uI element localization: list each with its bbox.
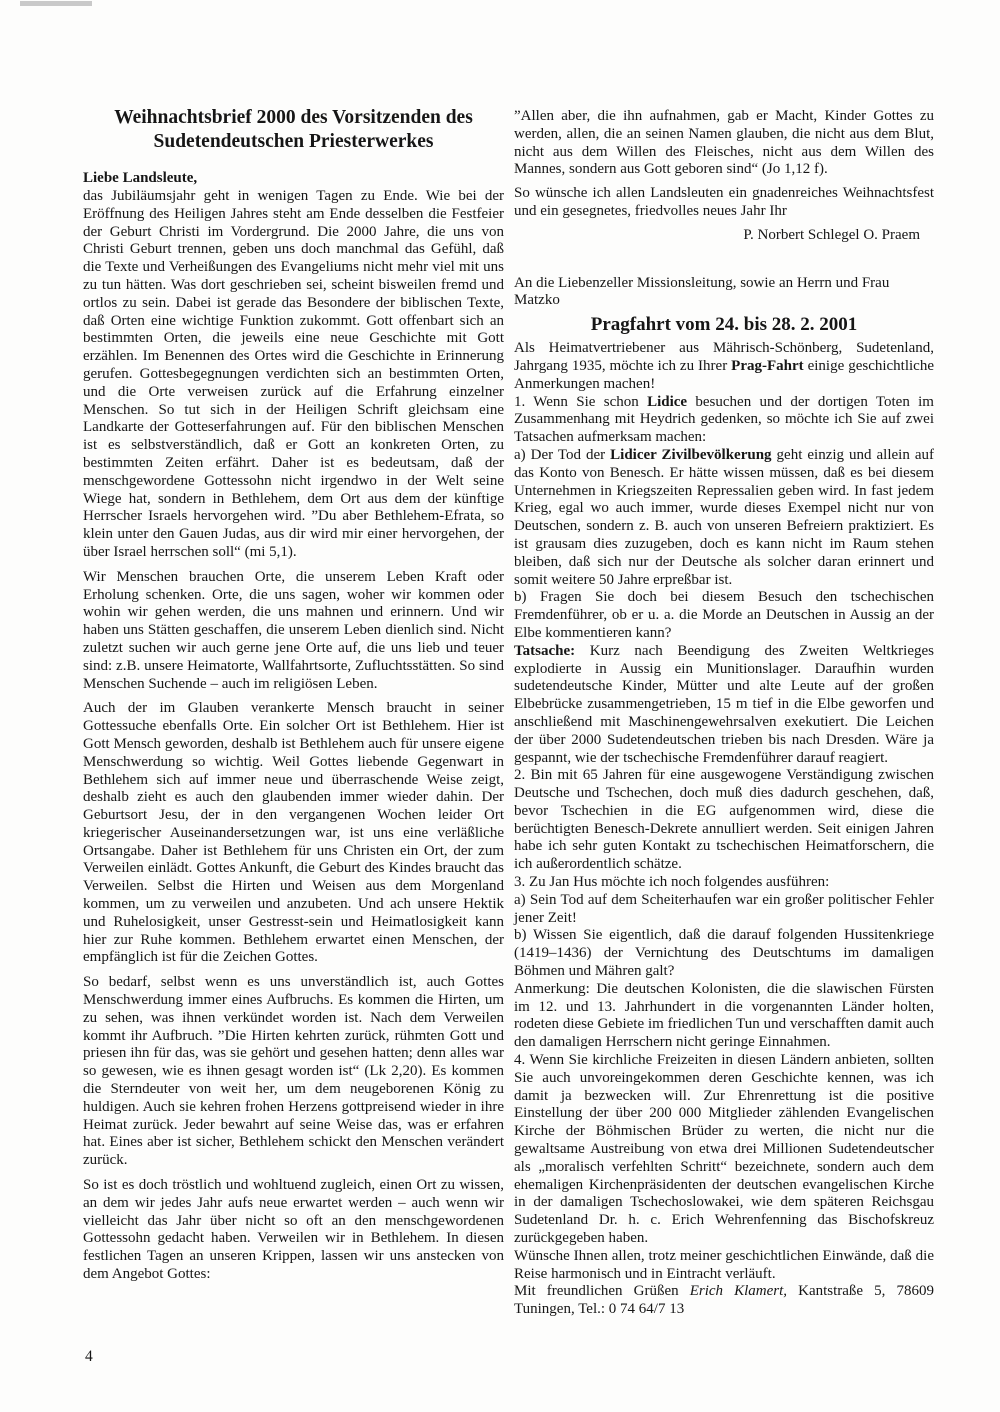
article-paragraph: Als Heimatvertriebener aus Mährisch-Schönberg, Sudetenland, Jahrgang 1935, möchte ich zu Ihrer Prag-Fahrt einige geschichtliche Anmerkungen machen! (514, 340, 935, 392)
scan-artifact-top-left (20, 1, 92, 6)
page-title-line2: Sudetendeutschen Priesterwerkes (153, 131, 434, 152)
article-paragraph: b) Fragen Sie doch bei diesem Besuch den tschechischen Fremdenführer, ob er u. a. die Morde an Deutschen in Aussig an der Elbe kommentieren kann? (514, 589, 934, 641)
letter-paragraph: ”Allen aber, die ihn aufnahmen, gab er Macht, Kinder Gottes zu werden, allen, die an seinen Namen glauben, die nicht aus dem Blut, nicht aus dem Willen des Fleisches, nicht aus dem Willen des Mannes, sondern aus Gott geboren sind“ (Jo 1,12 f). (514, 108, 934, 178)
salutation: Liebe Landsleute, (83, 170, 198, 186)
right-column (514, 108, 934, 1319)
signature: P. Norbert Schlegel O. Praem (743, 226, 920, 243)
article-paragraph: b) Wissen Sie eigentlich, daß die darauf folgenden Hussitenkriege (1419–1436) der Vernichtung des Deutschtums im damaligen Böhmen und Mähren galt? (514, 927, 934, 980)
left-column (83, 106, 504, 1291)
article-paragraph: Wünsche Ihnen allen, trotz meiner geschichtlichen Einwände, daß die Reise harmonisch und in Eintracht verläuft. (514, 1247, 934, 1282)
letter-paragraph: das Jubiläumsjahr geht in wenigen Tagen zu Ende. Wie bei der Eröffnung des Heiligen Jahres steht am Ende desselben die Festfeier der Geburt Christi im Vordergrund. Die 2000 Jahre, die uns von Christi Geburt trennen, geben uns doch manchmal das Gefühl, daß die Texte und Verheißungen des Evangeliums nicht mehr viel mit uns zu tun hätten. Was dort geschrieben sei, scheint bisweilen fremd und ortlos zu sein. Dabei ist gerade das Besondere der biblischen Texte, daß Orten eine wichtige Funktion zukommt. Gott offenbart sich an bestimmten Orten, die jeweils eine neue Geschichte mit Gott erzählen. Im Benennen des Ortes wird die Geschichte in Erinnerung gerufen. Gottesbegegnungen verdichten sich an bestimmten Orten, und die Orte verweisen zurück auf die Erfahrung einzelner Menschen. So tut sich in der Heiligen Schrift gleichsam eine Landkarte der Gotteserfahrungen auf. Für den biblischen Menschen ist es selbstverständlich, daß er Gott an konkreten Orten, zu bestimmten Zeiten erfährt. Daher ist es bedeutsam, daß der menschgewordene Gottessohn nicht irgendwo in der Welt seine Wiege hat, sondern in Bethlehem, dem Ort aus dem der künftige Herrscher Israels hervorgehen wird. ”Du aber Bethlehem-Efrata, so klein unter den Gauen Judas, aus dir wird mir einer hervorgehen, der über Israel herrschen soll“ (mi 5,1). (83, 188, 504, 560)
page-title-line1: Weihnachtsbrief 2000 des Vorsitzenden des (114, 107, 473, 128)
christmas-letter-body (83, 188, 504, 1284)
page-number: 4 (85, 1348, 93, 1365)
article-paragraph: a) Der Tod der Lidicer Zivilbevölkerung geht einzig und allein auf das Konto von Benesch. Er hätte wissen müssen, daß es bei diesem Unternehmen in Kriegszeiten Repressalien geben wird. In fast jedem Krieg, egal wo auch immer, wurde dieses Exempel nicht nur von Deutschen, sondern z. B. auch von unseren Befreiern praktiziert. Es ist grausam dies zuzugeben, doch es kann nicht im Raum stehen bleiben, daß sich nur der Deutsche als solcher daran erinnert und somit weitere 50 Jahre erpreßbar ist. (514, 446, 934, 588)
letter-paragraph: So ist es doch tröstlich und wohltuend zugleich, einen Ort zu wissen, an dem wir jedes Jahr aufs neue erwartet werden – auch wenn wir vielleicht das Jahr über nicht so oft an den menschgewordenen Gottessohn gedacht haben. Verweilen wir in Bethlehem. In diesen festlichen Tagen an unseren Krippen, lassen wir uns anstecken von dem Angebot Gottes: (83, 1177, 504, 1283)
article-paragraph: a) Sein Tod auf dem Scheiterhaufen war ein großer politischer Fehler jener Zeit! (514, 891, 934, 926)
letter-closing-block (514, 108, 934, 221)
article-paragraph: Mit freundlichen Grüßen Erich Klamert, Kantstraße 5, 78609 Tuningen, Tel.: 0 74 64/7 13 (514, 1283, 934, 1318)
page-title (83, 106, 504, 154)
letter-paragraph: So bedarf, selbst wenn es uns unverständlich ist, auch Gottes Menschwerdung immer eines Aufbruchs. Es kommen die Hirten, um zu sehen, was ihnen verkündet worden ist. Nach dem Verweilen kommt ihr Aufbruch. ”Die Hirten kehrten zurück, rühmten Gott und priesen ihn für das, was sie gehört und gesehen hatten; denn alles war so gewesen, wie es ihnen gesagt worden ist“ (Lk 2,20). Es kommen die Sterndeuter von weit her, um dem neugeborenen König zu huldigen. Auch sie kehren frohen Herzens gottpreisend wieder in ihre Heimat zurück. Jeder bewahrt auf seine Weise das, was er erfahren hat. Eines aber ist sicher, Bethlehem schickt den Menschen verändert zurück. (83, 974, 504, 1169)
article-paragraph: Tatsache: Kurz nach Beendigung des Zweiten Weltkrieges explodierte in Aussig ein Munitionslager. Daraufhin wurden sudetendeutsche Kinder, Mütter und alte Leute auf der großen Elbebrücke zusammengetrieben, 15 m tief in die Elbe geworfen und anschließend mit Maschinengewehrsalven exekutiert. Die Leichen der über 2000 Sudetendeutschen trieben bis nach Dresden. Wäre ja gespannt, wie der tschechische Fremdenführer darauf reagiert. (514, 642, 934, 766)
letter-paragraph: Auch der im Glauben verankerte Mensch braucht in seiner Gottessuche ebenfalls Orte. Ein solcher Ort ist Bethlehem. Hier ist Gott Mensch geworden, deshalb ist Bethlehem auch für unsere eigene Menschwerdung so wichtig. Weil Gottes liebende Gegenwart in Bethlehem sich auf immer neue und überraschende Weise zeigt, deshalb zieht es auch den glaubenden immer wieder dahin. Der Geburtsort Jesu, der in den vergangenen Wochen leider Ort kriegerischer Auseinandersetzungen war, ist uns eine verläßliche Ortsangabe. Daher ist Bethlehem für uns Christen ein Ort, der zum Verweilen einlädt. Gottes Ankunft, die Geburt des Kindes braucht das Verweilen. Selbst die Hirten und Weisen aus dem Morgenland kommen, um zu verweilen und anzubeten. Und ach unsere Hektik und Ruhelosigkeit, unser Gestresst-sein und Heimatlosigkeit kann hier zur Ruhe kommen. Bethlehem erwartet einen Menschen, der empfänglich ist für die Zeichen Gottes. (83, 700, 504, 966)
article-heading: Pragfahrt vom 24. bis 28. 2. 2001 (590, 314, 858, 336)
address-line: An die Liebenzeller Missionsleitung, sowie an Herrn und Frau Matzko (514, 274, 890, 309)
article-paragraph: Anmerkung: Die deutschen Kolonisten, die die slawischen Fürsten im 12. und 13. Jahrhundert in die vorgenannten Länder holten, rodeten diese Gebiete im friedlichen Tun und verschafften damit auch den damaligen Herrschern nicht geringe Einnahmen. (514, 980, 934, 1051)
article-paragraph: 4. Wenn Sie kirchliche Freizeiten in diesen Ländern anbieten, sollten Sie auch unvoreingekommen deren Geschichte kennen, was ich damit ja bezwecken will. Zur Ehrenrettung ist die positive Einstellung der über 200 000 Mitglieder zählenden Evangelischen Kirche der Böhmischen Brüder zu werten, die nicht nur die gewaltsame Austreibung von etwa drei Millionen Sudetendeutscher als „moralisch verfehlten Schritt“ bezeichnete, sondern auch dem ehemaligen Kirchenpräsidenten der deutschen evangelischen Kirche in der damaligen Tschechoslowakei, wie dem späteren Reichsgau Sudetenland Dr. h. c. Erich Wehrenfenning das Bischofskreuz zurückgegeben haben. (514, 1052, 934, 1247)
letter-paragraph: Wir Menschen brauchen Orte, die unserem Leben Kraft oder Erholung schenken. Orte, die uns sagen, woher wir kommen oder wohin wir gehen werden, die uns mahnen und erinnern. Und wir haben uns Stätten geschaffen, die unserem Leben dienlich sind. Nicht zuletzt suchen wir auch gerne jene Orte auf, die uns lieb und teuer sind: z.B. unsere Heimatorte, Wallfahrtsorte, Zufluchtsstätten. So sind Menschen Suchende – auch im religiösen Leben. (83, 568, 504, 692)
article-paragraph: 2. Bin mit 65 Jahren für eine ausgewogene Verständigung zwischen Deutsche und Tschechen, doch muß dies dadurch geschehen, daß, bevor Tschechien in die EG aufgenommen wird, diese die berüchtigten Benesch-Dekrete annulliert werden. Seit einigen Jahren habe ich sehr guten Kontakt zu tschechischen Heimatforschern, die ich außerordentlich schätze. (514, 767, 934, 873)
prag-fahrt-article-body (514, 340, 934, 1319)
article-paragraph: 3. Zu Jan Hus möchte ich noch folgendes ausführen: (514, 874, 830, 891)
article-paragraph: 1. Wenn Sie schon Lidice besuchen und der dortigen Toten im Zusammenhang mit Heydrich gedenken, so möchte ich Sie auf zwei Tatsachen aufmerksam machen: (514, 393, 934, 446)
letter-paragraph: So wünsche ich allen Landsleuten ein gnadenreiches Weihnachtsfest und ein gesegnetes, friedvolles neues Jahr Ihr (514, 185, 934, 219)
